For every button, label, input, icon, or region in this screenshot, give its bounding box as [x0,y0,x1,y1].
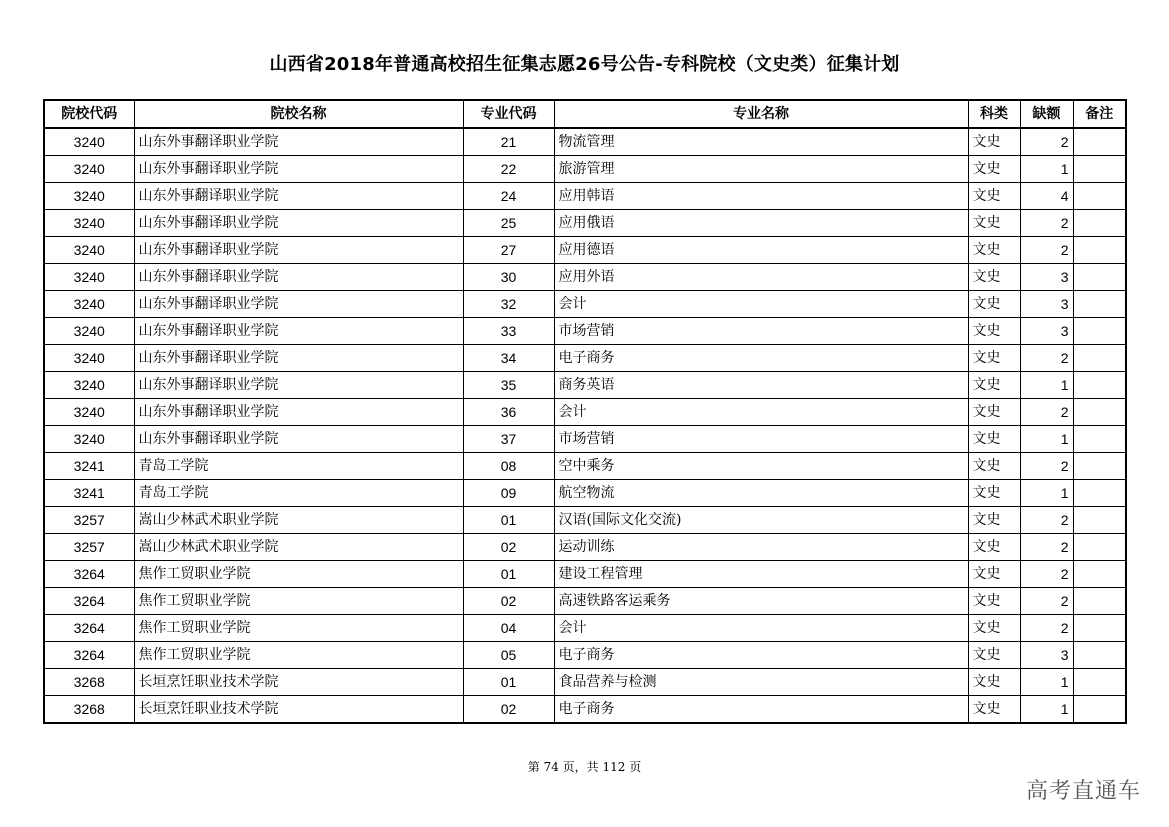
table-row [44,128,1126,156]
cell-vacancy: 1 [1020,372,1073,399]
cell-major-name: 高速铁路客运乘务 [554,588,968,615]
table-row [44,399,1126,426]
cell-school-code: 3240 [44,264,134,291]
cell-major-name: 市场营销 [554,426,968,453]
cell-school-code: 3240 [44,399,134,426]
cell-vacancy: 2 [1020,534,1073,561]
cell-major-code: 37 [463,426,554,453]
cell-vacancy: 2 [1020,561,1073,588]
cell-school-code: 3240 [44,128,134,156]
cell-school-code: 3268 [44,669,134,696]
table-row [44,669,1126,696]
cell-note [1073,372,1126,399]
cell-note [1073,480,1126,507]
cell-category: 文史 [968,426,1020,453]
cell-major-name: 应用俄语 [554,210,968,237]
cell-category: 文史 [968,264,1020,291]
cell-school-name: 山东外事翻译职业学院 [134,128,463,156]
cell-school-name: 山东外事翻译职业学院 [134,372,463,399]
cell-vacancy: 2 [1020,210,1073,237]
cell-major-name: 建设工程管理 [554,561,968,588]
cell-school-name: 嵩山少林武术职业学院 [134,534,463,561]
cell-school-code: 3264 [44,642,134,669]
cell-school-name: 焦作工贸职业学院 [134,642,463,669]
cell-vacancy: 3 [1020,642,1073,669]
cell-category: 文史 [968,345,1020,372]
table-row [44,264,1126,291]
cell-note [1073,588,1126,615]
cell-major-code: 01 [463,507,554,534]
cell-school-code: 3240 [44,183,134,210]
cell-major-code: 02 [463,696,554,724]
cell-vacancy: 4 [1020,183,1073,210]
cell-school-code: 3257 [44,534,134,561]
cell-major-name: 食品营养与检测 [554,669,968,696]
cell-category: 文史 [968,210,1020,237]
cell-note [1073,669,1126,696]
cell-major-name: 电子商务 [554,696,968,724]
cell-school-name: 山东外事翻译职业学院 [134,399,463,426]
cell-note [1073,507,1126,534]
table-row [44,318,1126,345]
cell-school-code: 3240 [44,210,134,237]
cell-note [1073,345,1126,372]
cell-major-code: 25 [463,210,554,237]
cell-school-code: 3241 [44,480,134,507]
cell-category: 文史 [968,480,1020,507]
cell-school-name: 山东外事翻译职业学院 [134,426,463,453]
cell-major-name: 汉语(国际文化交流) [554,507,968,534]
cell-major-name: 空中乘务 [554,453,968,480]
cell-major-name: 应用德语 [554,237,968,264]
table-row [44,561,1126,588]
cell-school-name: 长垣烹饪职业技术学院 [134,696,463,724]
cell-vacancy: 2 [1020,588,1073,615]
cell-school-code: 3264 [44,561,134,588]
cell-school-code: 3240 [44,426,134,453]
cell-school-code: 3240 [44,237,134,264]
table-row [44,426,1126,453]
cell-school-name: 山东外事翻译职业学院 [134,183,463,210]
cell-category: 文史 [968,696,1020,724]
cell-vacancy: 1 [1020,696,1073,724]
cell-school-name: 山东外事翻译职业学院 [134,156,463,183]
table-row [44,534,1126,561]
header-note: 备注 [1073,100,1126,128]
cell-category: 文史 [968,156,1020,183]
cell-vacancy: 2 [1020,128,1073,156]
header-school-name: 院校名称 [134,100,463,128]
watermark: 高考直通车 [1025,779,1141,804]
cell-category: 文史 [968,588,1020,615]
cell-vacancy: 2 [1020,345,1073,372]
cell-major-code: 02 [463,588,554,615]
cell-category: 文史 [968,237,1020,264]
cell-vacancy: 2 [1020,399,1073,426]
cell-category: 文史 [968,534,1020,561]
cell-vacancy: 1 [1020,426,1073,453]
page-title: 山西省2018年普通高校招生征集志愿26号公告-专科院校（文史类）征集计划 [269,54,900,75]
cell-school-code: 3257 [44,507,134,534]
cell-major-code: 24 [463,183,554,210]
cell-category: 文史 [968,561,1020,588]
cell-school-name: 嵩山少林武术职业学院 [134,507,463,534]
cell-school-name: 焦作工贸职业学院 [134,615,463,642]
cell-note [1073,291,1126,318]
table-row [44,507,1126,534]
cell-school-name: 青岛工学院 [134,453,463,480]
cell-note [1073,426,1126,453]
table-row [44,372,1126,399]
table-body [44,128,1126,723]
header-vacancy: 缺额 [1020,100,1073,128]
cell-note [1073,318,1126,345]
cell-school-name: 山东外事翻译职业学院 [134,264,463,291]
cell-category: 文史 [968,669,1020,696]
cell-major-name: 会计 [554,291,968,318]
cell-school-code: 3240 [44,372,134,399]
header-category: 科类 [968,100,1020,128]
cell-school-code: 3264 [44,615,134,642]
cell-note [1073,615,1126,642]
table-row [44,480,1126,507]
cell-major-code: 21 [463,128,554,156]
cell-major-code: 04 [463,615,554,642]
cell-major-name: 电子商务 [554,642,968,669]
cell-note [1073,561,1126,588]
table-row [44,642,1126,669]
cell-note [1073,264,1126,291]
table-row [44,615,1126,642]
cell-school-name: 山东外事翻译职业学院 [134,345,463,372]
cell-vacancy: 2 [1020,237,1073,264]
cell-major-code: 02 [463,534,554,561]
table-row [44,453,1126,480]
cell-major-code: 08 [463,453,554,480]
cell-major-name: 商务英语 [554,372,968,399]
cell-category: 文史 [968,453,1020,480]
cell-school-code: 3241 [44,453,134,480]
cell-note [1073,453,1126,480]
cell-category: 文史 [968,128,1020,156]
cell-major-code: 01 [463,669,554,696]
cell-major-code: 35 [463,372,554,399]
cell-school-name: 山东外事翻译职业学院 [134,237,463,264]
cell-vacancy: 1 [1020,669,1073,696]
cell-school-code: 3240 [44,318,134,345]
cell-school-name: 山东外事翻译职业学院 [134,318,463,345]
cell-category: 文史 [968,399,1020,426]
cell-major-code: 32 [463,291,554,318]
cell-category: 文史 [968,291,1020,318]
cell-category: 文史 [968,507,1020,534]
cell-vacancy: 1 [1020,480,1073,507]
cell-major-code: 09 [463,480,554,507]
header-major-name: 专业名称 [554,100,968,128]
page-number: 第 74 页，共 112 页 [527,760,642,774]
cell-major-code: 30 [463,264,554,291]
cell-major-code: 36 [463,399,554,426]
cell-major-name: 会计 [554,399,968,426]
cell-vacancy: 3 [1020,264,1073,291]
cell-major-code: 01 [463,561,554,588]
enrollment-plan-table [43,99,1127,724]
table-row [44,696,1126,724]
cell-major-name: 运动训练 [554,534,968,561]
cell-note [1073,534,1126,561]
header-school-code: 院校代码 [44,100,134,128]
table-row [44,156,1126,183]
cell-school-name: 山东外事翻译职业学院 [134,291,463,318]
cell-note [1073,399,1126,426]
cell-vacancy: 3 [1020,291,1073,318]
cell-school-code: 3264 [44,588,134,615]
cell-school-name: 焦作工贸职业学院 [134,588,463,615]
cell-category: 文史 [968,372,1020,399]
cell-major-code: 05 [463,642,554,669]
cell-major-name: 会计 [554,615,968,642]
cell-major-name: 物流管理 [554,128,968,156]
cell-school-name: 山东外事翻译职业学院 [134,210,463,237]
header-major-code: 专业代码 [463,100,554,128]
cell-school-name: 长垣烹饪职业技术学院 [134,669,463,696]
cell-major-name: 旅游管理 [554,156,968,183]
cell-note [1073,237,1126,264]
cell-major-name: 应用韩语 [554,183,968,210]
cell-school-code: 3240 [44,345,134,372]
cell-school-name: 焦作工贸职业学院 [134,561,463,588]
cell-vacancy: 3 [1020,318,1073,345]
cell-school-code: 3240 [44,291,134,318]
cell-note [1073,696,1126,724]
cell-category: 文史 [968,183,1020,210]
table-row [44,183,1126,210]
cell-note [1073,642,1126,669]
table-row [44,345,1126,372]
cell-vacancy: 2 [1020,507,1073,534]
table-header-row [44,100,1126,128]
cell-vacancy: 2 [1020,453,1073,480]
cell-vacancy: 2 [1020,615,1073,642]
cell-note [1073,128,1126,156]
cell-major-name: 应用外语 [554,264,968,291]
cell-major-code: 27 [463,237,554,264]
cell-major-code: 33 [463,318,554,345]
table-row [44,237,1126,264]
cell-note [1073,210,1126,237]
cell-school-code: 3240 [44,156,134,183]
cell-vacancy: 1 [1020,156,1073,183]
cell-category: 文史 [968,615,1020,642]
table-row [44,210,1126,237]
table-row [44,291,1126,318]
cell-category: 文史 [968,642,1020,669]
cell-major-name: 市场营销 [554,318,968,345]
cell-school-name: 青岛工学院 [134,480,463,507]
cell-note [1073,183,1126,210]
cell-school-code: 3268 [44,696,134,724]
cell-major-name: 电子商务 [554,345,968,372]
table-row [44,588,1126,615]
cell-category: 文史 [968,318,1020,345]
cell-major-name: 航空物流 [554,480,968,507]
cell-note [1073,156,1126,183]
cell-major-code: 34 [463,345,554,372]
cell-major-code: 22 [463,156,554,183]
